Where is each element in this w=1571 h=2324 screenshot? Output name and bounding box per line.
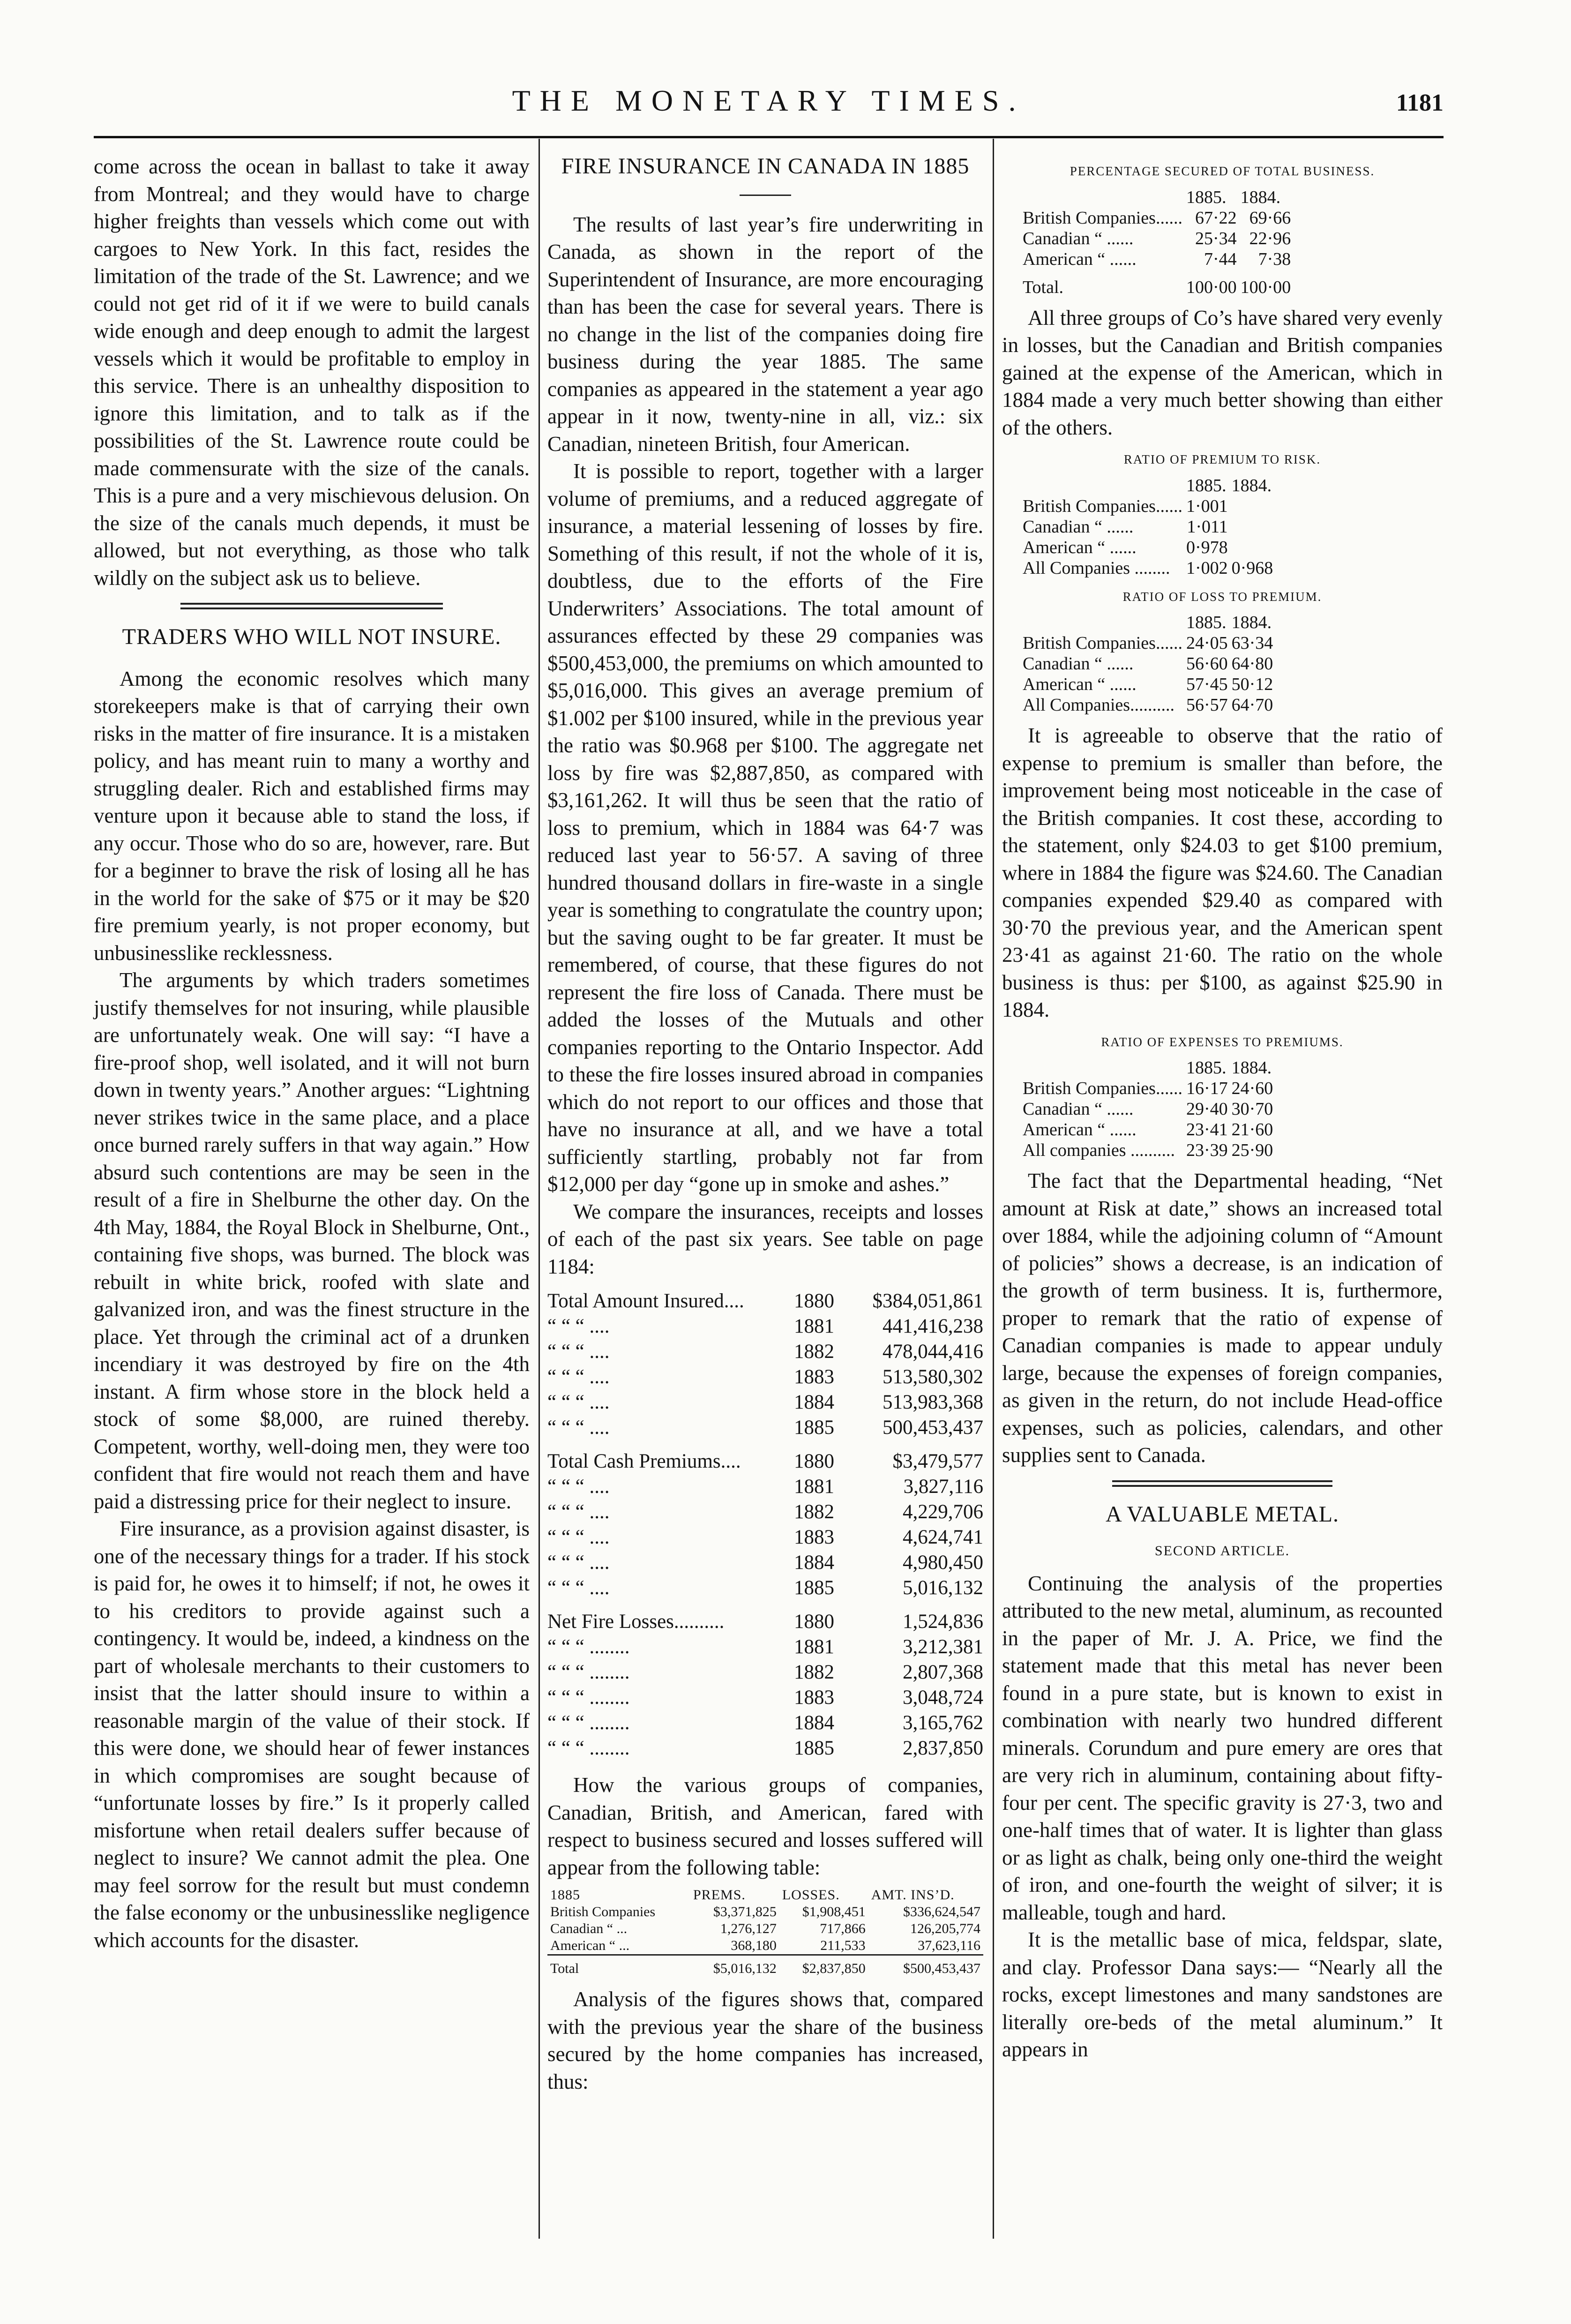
row-value: 478,044,416 (883, 1341, 983, 1363)
row-value: 1,524,836 (903, 1611, 983, 1633)
row-year: 1881 (793, 1636, 834, 1658)
column-header-year: 1884. (1231, 475, 1272, 495)
table-cell: 63·34 (1231, 633, 1273, 653)
table-cell: 1·011 (1187, 517, 1228, 537)
row-value: 3,165,762 (903, 1712, 983, 1734)
table-cell: 69·66 (1249, 208, 1291, 228)
table-cell (1230, 537, 1275, 558)
column-header-blank (1021, 475, 1184, 496)
row-label: “ “ “ ........ (547, 1737, 630, 1759)
row-label: “ “ “ .... (547, 1366, 610, 1388)
table-row (1021, 1119, 1275, 1140)
column-header-blank (1021, 1057, 1184, 1078)
row-value: 3,212,381 (903, 1636, 983, 1658)
table-row (1021, 1078, 1275, 1099)
column-1 (94, 153, 530, 1954)
row-year: 1882 (793, 1661, 834, 1683)
row-year: 1881 (793, 1315, 834, 1337)
row-label: Total Amount Insured.... (547, 1290, 744, 1312)
paragraph: Continuing the analysis of the properties attributed to the new metal, aluminum, as recounted in the paper of Mr. J. A. Price, we find the statement made that this metal has never been found in a pure state, but is known to exist in combination with nearly two hundred different minerals. Corundum and pure emery are ores that are very rich in aluminum, containing about fifty-four per cent. The specific gravity is 27·3, two and one-half times that of water. It is lighter than glass or as light as chalk, being only one-third the weight of iron, and one-fourth the weight of silver; it is malleable, tough and hard. (1002, 1571, 1443, 1924)
table-cell: 30·70 (1231, 1099, 1273, 1119)
table-row (547, 1339, 983, 1364)
paragraph: The fact that the Departmental heading, “Net amount at Risk at date,” shows an increased total over 1884, while the adjoining column of “Amount of policies” shows a decrease, is an indication of the growth of term business. It is, furthermore, proper to remark that the ratio of expense of Canadian companies is made to appear unduly large, because the expenses of foreign companies, as given in the return, do not include Head-office expenses, such as policies, calendars, and other supplies sent to Canada. (1002, 1169, 1443, 1467)
table-cell: 7·44 (1204, 249, 1237, 269)
row-label: All Companies.......... (1023, 695, 1175, 715)
row-label: “ “ “ ........ (547, 1712, 630, 1734)
table-row (547, 1660, 983, 1685)
paragraph: Analysis of the figures shows that, compared with the previous year the share of the business secured by the home companies has increased, thus: (547, 1987, 983, 2093)
row-label: “ “ “ .... (547, 1315, 610, 1337)
table-row (547, 1920, 983, 1937)
table-row (547, 1634, 983, 1660)
table-cell: 64·80 (1231, 654, 1273, 674)
table-cell: 24·60 (1231, 1079, 1273, 1098)
header-rule (94, 136, 1444, 138)
column-header: PREMS. (693, 1887, 746, 1903)
table-cell: $2,837,850 (779, 1955, 868, 1978)
row-label: American “ ...... (1023, 1120, 1137, 1140)
row-value: 513,983,368 (883, 1391, 983, 1413)
row-label: British Companies (550, 1904, 656, 1919)
table-row (547, 1736, 983, 1761)
row-label: British Companies...... (1023, 1079, 1182, 1098)
table-header-row (1021, 1057, 1275, 1078)
loss-table (1021, 612, 1275, 715)
table-cell: 56·57 (1186, 695, 1228, 715)
column-header-year: 1885. (1186, 1058, 1227, 1078)
table-row (1021, 633, 1275, 653)
table-cell: 29·40 (1186, 1099, 1228, 1119)
table-row (547, 1440, 983, 1474)
row-value: 4,624,741 (903, 1526, 983, 1548)
paragraph: It is possible to report, together with a larger volume of premiums, and a reduced aggregate of insurance, a material lessening of losses by fire. Something of this result, if not the whole of it is, doubtless, due to the efforts of the Fire Underwriters’ Associations. The total amount of assurances effected by these 29 companies was $500,453,000, the premiums on which amounted to $5,016,000. This gives an average premium of $1.002 per $100 insured, while in the previous year the ratio was $0.968 per $100. The aggregate net loss by fire was $2,887,850, as compared with $3,161,262. It will thus be seen that the ratio of loss to premium, which in 1884 was 64·7 was reduced last year to 56·57. A saving of three hundred thousand dollars in fire-waste in a single year is something to congratulate the country upon; but the saving ought to be far greater. It must be remembered, of course, that these figures do not represent the fire loss of Canada. There must be added the losses of the Mutuals and other companies reporting to the Ontario Inspector. Add to these the fire losses insured abroad in companies which do not report to our offices and those that have no insurance at all, and we have a total sufficiently startling, probably not far from $12,000 per day “gone up in smoke and ashes.” (547, 459, 983, 1196)
row-value: $3,479,577 (892, 1450, 983, 1472)
table-header-row (1021, 475, 1275, 496)
table-cell: 0·978 (1186, 537, 1228, 557)
table-title-share: PERCENTAGE SECURED OF TOTAL BUSINESS. (1070, 164, 1375, 178)
row-year: 1885 (793, 1577, 834, 1599)
column-3 (1002, 153, 1443, 2063)
row-label: American “ ...... (1023, 249, 1137, 269)
row-label: All companies .......... (1023, 1140, 1175, 1160)
heading-rule (740, 195, 791, 196)
table-cell: 64·70 (1231, 695, 1273, 715)
table-row (1021, 653, 1275, 674)
table-cell: 50·12 (1231, 675, 1273, 694)
masthead: THE MONETARY TIMES. (512, 84, 1025, 117)
table-row (1021, 517, 1275, 537)
paragraph: The arguments by which traders sometimes justify themselves for not insuring, while plausible are unfortunately weak. One will say: “I have a fire-proof shop, well isolated, and it will not burn down in twenty years.” Another argues: “Lightning never strikes twice in the same place, and a place once burned rarely suffers in that way again.” How absurd such contentions are may be seen in the result of a fire in Shelburne the other day. On the 4th May, 1884, the Royal Block in Shelburne, Ont., containing five shops, was burned. The block was rebuilt in white brick, roofed with slate and galvanized iron, and was the finest structure in the place. Yet through the criminal act of a drunken incendiary it was destroyed by fire on the 4th instant. A firm whose store in the block held a stock of some $8,000, are ruined thereby. Competent, worthy, well-doing men, they were too confident that fire would not reach them and have paid a distressing price for their neglect to insure. (94, 968, 530, 1513)
row-label: Canadian “ ...... (1023, 654, 1134, 674)
table-row (547, 1499, 983, 1525)
column-header-blank (1021, 612, 1184, 633)
table-cell: $500,453,437 (868, 1955, 983, 1978)
table-total-row (547, 1955, 983, 1978)
row-year: 1880 (793, 1611, 834, 1633)
row-year: 1880 (793, 1450, 834, 1472)
table-cell: 16·17 (1186, 1079, 1228, 1098)
paragraph: Fire insurance, as a provision against disaster, is one of the necessary things for a trader. If his stock is paid for, he owes it to himself; if not, he owes it to his creditors to provide against such a contingency. It would be, indeed, a kindness on the part of wholesale merchants to their customers to insist that the latter should insure to within a reasonable margin of the value of their stock. If this were done, we should hear of fewer instances in which compromises are sought because of “unfortunate losses by fire.” Is it properly called misfortune when retail dealers suffer because of neglect to insure? We cannot admit the plea. One may feel sorrow for the result but must condemn the false economy or the unbusinesslike negligence which accounts for the disaster. (94, 1517, 530, 1952)
table-row (547, 1289, 983, 1314)
table-cell: 100·00 (1240, 277, 1291, 297)
column-divider-left (539, 139, 540, 2239)
row-value: 3,827,116 (903, 1476, 983, 1498)
row-value: 3,048,724 (903, 1687, 983, 1709)
table-row (547, 1710, 983, 1736)
article-heading-fire-insurance: FIRE INSURANCE IN CANADA IN 1885 (561, 154, 970, 179)
table-cell (1230, 517, 1275, 537)
group-statistics-table (547, 1887, 983, 1977)
row-value: 4,980,450 (903, 1552, 983, 1574)
table-cell: 1·001 (1186, 496, 1228, 516)
row-label: Total (547, 1955, 690, 1978)
table-row (1021, 228, 1293, 249)
table-row (547, 1904, 983, 1920)
table-cell: 24·05 (1186, 633, 1228, 653)
row-year: 1884 (793, 1712, 834, 1734)
table-title-expenses: RATIO OF EXPENSES TO PREMIUMS. (1101, 1035, 1344, 1049)
column-2 (547, 153, 983, 2095)
table-row (1021, 1099, 1275, 1119)
row-label: American “ ... (550, 1938, 630, 1953)
row-year: 1883 (793, 1366, 834, 1388)
continued-paragraph: come across the ocean in ballast to take it away from Montreal; and they would have to charge higher freights than vessels which come out with cargoes to New York. In this fact, resides the limitation of the trade of the St. Lawrence; and we could not get rid of it if we were to build canals wide enough and deep enough to admit the largest vessels which it would be profitable to employ in this service. There is an unhealthy disposition to ignore this limitation, and to talk as if the possibilities of the St. Lawrence route could be made commensurate with the size of the canals. This is a pure and a very mischievous delusion. On the size of the canals much depends, it must be allowed, but not everything, as those who talk wildly on the subject ask us to believe. (94, 155, 530, 590)
row-year: 1884 (793, 1552, 834, 1574)
table-cell: 7·38 (1258, 249, 1291, 269)
row-label: American “ ...... (1023, 537, 1137, 557)
table-cell: 100·00 (1186, 277, 1237, 297)
table-cell: 21·60 (1231, 1120, 1273, 1140)
row-label: “ “ “ .... (547, 1476, 610, 1498)
table-row (1021, 537, 1275, 558)
row-label: Canadian “ ... (550, 1921, 628, 1936)
row-label: “ “ “ .... (547, 1417, 610, 1439)
row-year: 1883 (793, 1687, 834, 1709)
table-total-row (1021, 270, 1293, 298)
table-cell: 126,205,774 (910, 1921, 980, 1936)
row-label: “ “ “ .... (547, 1577, 610, 1599)
row-label: British Companies...... (1023, 496, 1182, 516)
table-header-row (1021, 612, 1275, 633)
row-value: 4,229,706 (903, 1501, 983, 1523)
row-year: 1884 (793, 1391, 834, 1413)
row-label: Total Cash Premiums.... (547, 1450, 741, 1472)
paragraph: It is agreeable to observe that the ratio of expense to premium is smaller than before, the improvement being most noticeable in the case of the British companies. It cost these, according to the statement, only $24.03 to get $100 premium, where in 1884 the figure was $24.60. The Canadian companies expended $29.40 as compared with 30·70 the previous year, and the American spent 23·41 as against 21·60. The ratio on the whole business is thus: per $100, as against $25.90 in 1884. (1002, 724, 1443, 1021)
table-row (547, 1314, 983, 1339)
row-year: 1880 (793, 1290, 834, 1312)
row-label: “ “ “ .... (547, 1526, 610, 1548)
row-year: 1885 (793, 1737, 834, 1759)
paragraph: We compare the insurances, receipts and losses of each of the past six years. See table on page 1184: (547, 1199, 983, 1278)
table-row (1021, 674, 1275, 695)
row-label: Canadian “ ...... (1023, 517, 1134, 537)
table-row (547, 1525, 983, 1550)
table-row (547, 1390, 983, 1415)
row-value: 5,016,132 (903, 1577, 983, 1599)
paragraph: All three groups of Co’s have shared very evenly in losses, but the Canadian and British companies gained at the expense of the American, which in 1884 made a very much better showing than either of the others. (1002, 306, 1443, 439)
table-cell (1230, 496, 1275, 517)
row-value: 500,453,437 (883, 1417, 983, 1439)
column-divider-right (993, 139, 994, 2239)
column-header-year: 1885. (1186, 475, 1227, 495)
table-row (1021, 249, 1293, 270)
expenses-table (1021, 1057, 1275, 1161)
row-year: 1885 (793, 1417, 834, 1439)
table-cell: 211,533 (820, 1938, 866, 1953)
table-cell: 23·39 (1186, 1140, 1228, 1160)
row-label: British Companies...... (1023, 208, 1182, 228)
row-label: “ “ “ .... (547, 1501, 610, 1523)
article-heading-metal: A VALUABLE METAL. (1105, 1501, 1339, 1527)
article-separator (1112, 1480, 1332, 1487)
row-value: 513,580,302 (883, 1366, 983, 1388)
table-row (547, 1474, 983, 1499)
table-cell: $5,016,132 (690, 1955, 779, 1978)
column-header-year: 1884. (1231, 1058, 1272, 1078)
row-label: All Companies ........ (1023, 558, 1170, 578)
row-year: 1882 (793, 1341, 834, 1363)
table-cell: 1·002 (1186, 558, 1228, 578)
row-label: American “ ...... (1023, 675, 1137, 694)
article-heading-traders: TRADERS WHO WILL NOT INSURE. (122, 624, 501, 649)
column-header-year: 1885. (1186, 187, 1227, 207)
table-cell: 717,866 (820, 1921, 866, 1936)
page-number: 1181 (1396, 90, 1444, 116)
table-row (547, 1550, 983, 1575)
table-cell: 25·90 (1231, 1140, 1273, 1160)
table-title-risk: RATIO OF PREMIUM TO RISK. (1123, 452, 1321, 466)
table-cell: 1,276,127 (720, 1921, 777, 1936)
column-header-year: 1884. (1240, 187, 1281, 207)
table-cell: 67·22 (1195, 208, 1237, 228)
table-row (547, 1575, 983, 1601)
table-row (1021, 208, 1293, 228)
paragraph: It is the metallic base of mica, feldspar, slate, and clay. Professor Dana says:— “Nearly all the rocks, except limestones and many sandstones are literally ore-beds of the metal aluminum.” It appears in (1002, 1928, 1443, 2061)
row-label: Canadian “ ...... (1023, 1099, 1134, 1119)
table-cell: $1,908,451 (802, 1904, 866, 1919)
row-label: Canadian “ ...... (1023, 228, 1134, 248)
row-label: “ “ “ ........ (547, 1687, 630, 1709)
row-label: “ “ “ ........ (547, 1661, 630, 1683)
column-header-year: 1884. (1231, 613, 1272, 632)
row-label: “ “ “ .... (547, 1341, 610, 1363)
table-cell: 25·34 (1195, 228, 1237, 248)
table-title-loss: RATIO OF LOSS TO PREMIUM. (1122, 589, 1322, 604)
column-header-year: 1885. (1186, 613, 1227, 632)
column-header: LOSSES. (782, 1887, 840, 1903)
row-value: 2,807,368 (903, 1661, 983, 1683)
article-separator (180, 603, 443, 609)
table-row (547, 1415, 983, 1440)
table-row (547, 1685, 983, 1710)
table-header-row (1021, 187, 1293, 208)
row-label: “ “ “ .... (547, 1552, 610, 1574)
table-row (547, 1601, 983, 1634)
row-year: 1882 (793, 1501, 834, 1523)
share-table (1021, 187, 1293, 298)
table-cell: 57·45 (1186, 675, 1228, 694)
column-header: 1885 (550, 1887, 580, 1903)
row-label: British Companies...... (1023, 633, 1182, 653)
table-cell: 23·41 (1186, 1120, 1228, 1140)
row-label: “ “ “ .... (547, 1391, 610, 1413)
row-value: $384,051,861 (872, 1290, 983, 1312)
table-cell: 37,623,116 (918, 1938, 980, 1953)
column-header: AMT. INS’D. (871, 1887, 955, 1903)
row-label: “ “ “ ........ (547, 1636, 630, 1658)
table-row (1021, 558, 1275, 578)
table-row (1021, 695, 1275, 715)
table-cell: 22·96 (1249, 228, 1291, 248)
table-row (547, 1364, 983, 1390)
row-value: 2,837,850 (903, 1737, 983, 1759)
table-cell: 368,180 (731, 1938, 777, 1953)
paragraph: The results of last year’s fire underwriting in Canada, as shown in the report of the Superintendent of Insurance, are more encouraging than has been the case for several years. There is no change in the list of the companies doing fire business during the year 1885. The same companies as appeared in the statement a year ago appear in it now, twenty-nine in all, viz.: six Canadian, nineteen British, four American. (547, 212, 983, 456)
paragraph: Among the economic resolves which many storekeepers make is that of carrying their own risks in the matter of fire insurance. It is a mistaken policy, and has meant ruin to many a worthy and struggling dealer. Rich and established firms may venture upon it because able to stand the loss, if any occur. Those who do so are, however, rare. But for a beginner to brave the risk of losing all he has in the world for the sake of $75 or it may be $20 fire premium yearly, is not proper economy, but unbusinesslike recklessness. (94, 667, 530, 965)
paragraph: How the various groups of companies, Canadian, British, and American, fared with respect to business secured and losses suffered will appear from the following table: (547, 1773, 983, 1879)
table-row (547, 1937, 983, 1955)
yearly-statistics-table (547, 1289, 983, 1761)
table-cell: $336,624,547 (903, 1904, 980, 1919)
row-year: 1883 (793, 1526, 834, 1548)
row-label: Net Fire Losses.......... (547, 1611, 725, 1633)
row-value: 441,416,238 (883, 1315, 983, 1337)
risk-table (1021, 475, 1275, 578)
table-row (1021, 1140, 1275, 1161)
column-header-blank (1021, 187, 1184, 208)
table-cell: 56·60 (1186, 654, 1228, 674)
row-year: 1881 (793, 1476, 834, 1498)
table-row (1021, 496, 1275, 517)
article-subheading: SECOND ARTICLE. (1154, 1543, 1290, 1559)
table-header-row (547, 1887, 983, 1904)
table-cell: $3,371,825 (713, 1904, 777, 1919)
row-label: Total. (1023, 277, 1064, 297)
table-cell: 0·968 (1231, 558, 1273, 578)
